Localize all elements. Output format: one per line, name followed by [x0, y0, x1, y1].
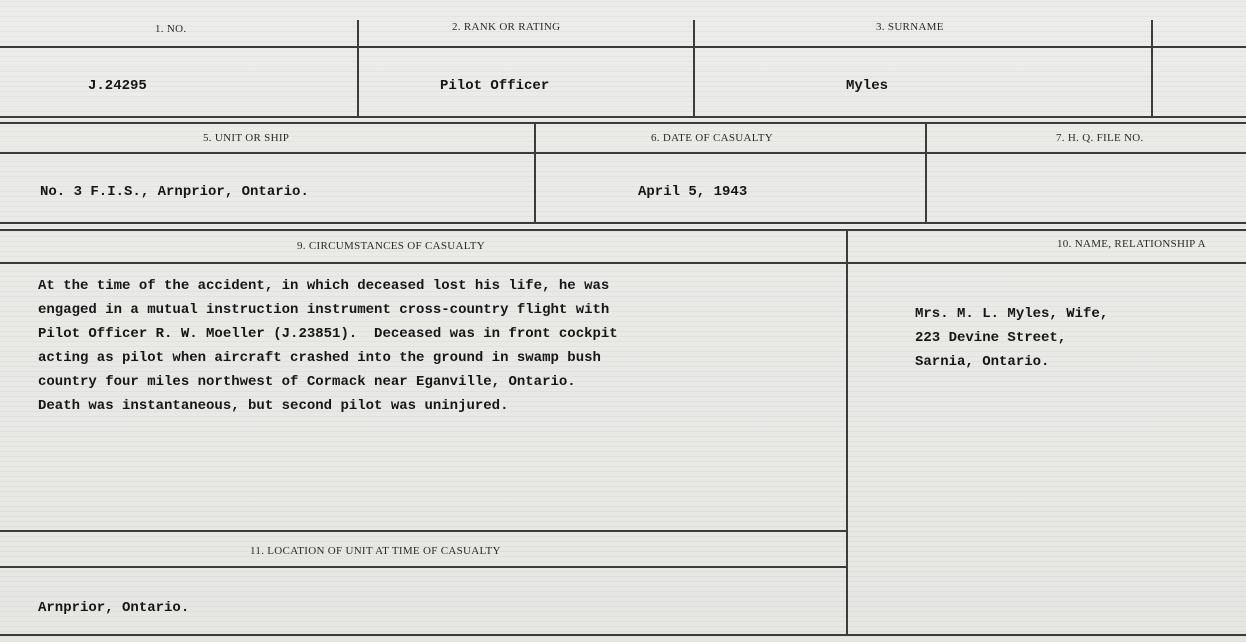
circumstances-line: Death was instantaneous, but second pilot was uninjured. [38, 398, 509, 414]
divider-rank-surname [693, 20, 695, 116]
rule-row1-bottom [0, 116, 1246, 118]
circumstances-text [38, 274, 618, 418]
divider-unit-date [534, 122, 536, 222]
next-of-kin-line: Sarnia, Ontario. [915, 354, 1050, 370]
next-of-kin-text [915, 302, 1108, 374]
circumstances-header: 9. CIRCUMSTANCES OF CASUALTY [297, 240, 486, 252]
rule-row3-top [0, 229, 1246, 231]
rule-location-header [0, 566, 846, 568]
circumstances-line: At the time of the accident, in which deceased lost his life, he was [38, 278, 610, 294]
divider-date-file [925, 122, 927, 222]
rule-location-top [0, 530, 846, 532]
rule-row2-header [0, 152, 1246, 154]
date-header: 6. DATE OF CASUALTY [651, 132, 774, 144]
unit-header: 5. UNIT OR SHIP [203, 132, 290, 144]
circumstances-line: engaged in a mutual instruction instrument cross-country flight with [38, 302, 610, 318]
rule-bottom [0, 634, 1246, 636]
location-value: Arnprior, Ontario. [38, 600, 190, 616]
rule-row2-top [0, 122, 1246, 124]
file-number-header: 7. H. Q. FILE NO. [1056, 132, 1144, 144]
service-number-value: J.24295 [88, 78, 147, 94]
unit-value: No. 3 F.I.S., Arnprior, Ontario. [40, 184, 309, 200]
rank-header: 2. RANK OR RATING [452, 21, 561, 33]
rule-row3-header [0, 262, 1246, 264]
rule-row1-header [0, 46, 1246, 48]
next-of-kin-header: 10. NAME, RELATIONSHIP A [1057, 238, 1206, 250]
divider-no-rank [357, 20, 359, 116]
location-header: 11. LOCATION OF UNIT AT TIME OF CASUALTY [250, 545, 501, 557]
divider-circumstances-kin [846, 229, 848, 634]
next-of-kin-line: Mrs. M. L. Myles, Wife, [915, 306, 1109, 322]
next-of-kin-line: 223 Devine Street, [915, 330, 1067, 346]
circumstances-line: acting as pilot when aircraft crashed into the ground in swamp bush [38, 350, 601, 366]
rank-value: Pilot Officer [440, 78, 550, 94]
divider-surname-end [1151, 20, 1153, 116]
circumstances-line: country four miles northwest of Cormack near Eganville, Ontario. [38, 374, 576, 390]
rule-row2-bottom [0, 222, 1246, 224]
circumstances-line: Pilot Officer R. W. Moeller (J.23851). Deceased was in front cockpit [38, 326, 618, 342]
date-value: April 5, 1943 [638, 184, 748, 200]
surname-header: 3. SURNAME [876, 21, 944, 33]
surname-value: Myles [846, 78, 889, 94]
service-number-header: 1. NO. [155, 23, 187, 35]
